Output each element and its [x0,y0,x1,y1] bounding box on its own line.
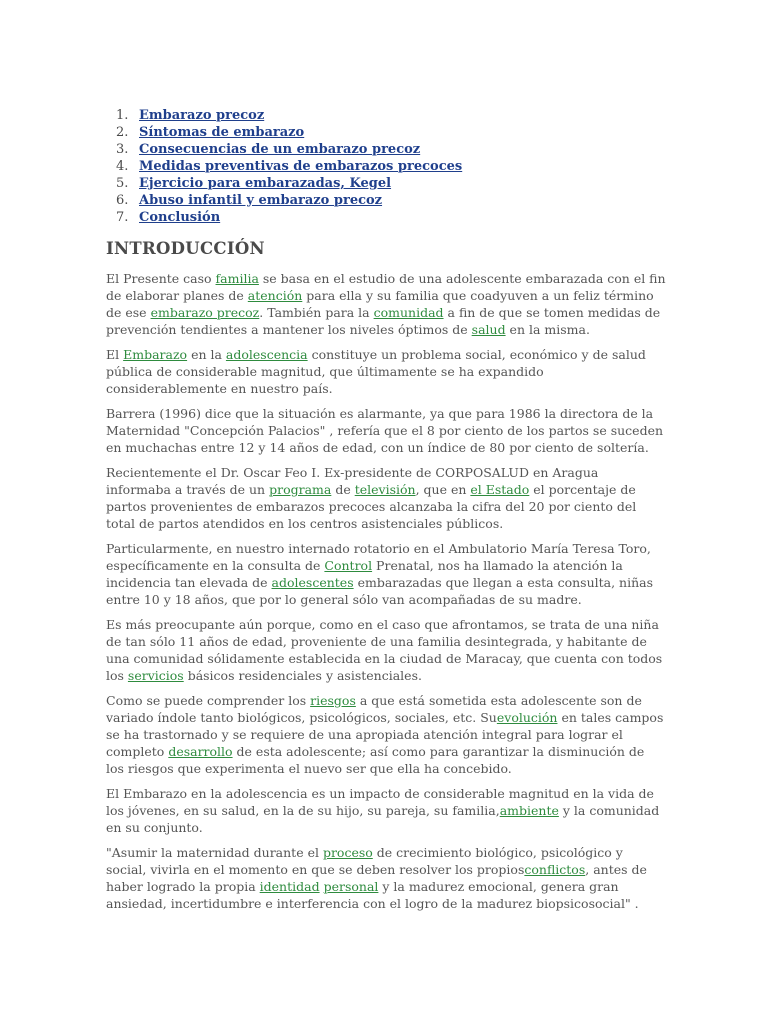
inline-link[interactable]: familia [215,271,259,286]
toc-item [106,158,462,175]
inline-link[interactable]: adolescencia [225,347,308,362]
paragraph [106,785,666,836]
toc-number: 6. [116,193,129,208]
toc-number: 2. [116,125,129,140]
inline-link[interactable]: salud [471,322,506,337]
inline-link[interactable]: programa [269,482,332,497]
paragraph-text: se basa en el estudio de una adolescente embarazada con el fin de elaborar planes de [106,271,666,303]
paragraph-text: Como se puede comprender los [106,693,311,708]
toc-item [106,175,462,192]
paragraph-text: constituye un problema social, económico y de salud pública de considerable magnitud, que últimamente se ha expandido considerablemente en nuestro país. [106,347,646,396]
paragraph-text: básicos residenciales y asistenciales. [183,668,422,683]
inline-link[interactable]: Embarazo [123,347,188,362]
paragraph-text: Barrera (1996) dice que la situación es alarmante, ya que para 1986 la directora de la Maternidad "Concepción Palacios" , refería que el 8 por ciento de los partos se suceden en muchachas entre 12 y 14 años de edad, con un índice de 80 por ciento de soltería. [106,406,664,455]
paragraph-text: de [331,482,355,497]
toc-link-conclusion[interactable]: Conclusión [139,210,221,225]
toc-link-sintomas[interactable]: Síntomas de embarazo [139,125,305,140]
inline-link[interactable]: riesgos [310,693,356,708]
paragraph [106,844,666,912]
inline-link[interactable]: proceso [322,845,373,860]
paragraph [106,270,666,338]
section-heading: INTRODUCCIÓN [106,239,265,258]
paragraph [106,616,666,684]
inline-link[interactable]: adolescentes [271,575,354,590]
inline-link[interactable]: ambiente [499,803,559,818]
paragraph-text: en tales campos se ha trastornado y se requiere de una apropiada atención integral para lograr el completo [106,710,664,759]
paragraph [106,346,666,397]
paragraph [106,464,666,532]
inline-link[interactable]: televisión [354,482,416,497]
paragraph-text: para ella y su familia que coadyuven a un feliz término de ese [106,288,654,320]
toc-item [106,192,462,209]
paragraph-text: Prenatal, nos ha llamado la atención la incidencia tan elevada de [106,558,623,590]
inline-link[interactable]: conflictos [524,862,586,877]
paragraph-text: el porcentaje de partos provenientes de embarazos precoces alcanzaba la cifra del 20 por ciento del total de partos atendidos en los centros asistenciales públicos. [106,482,637,531]
toc-number: 4. [116,159,129,174]
inline-link[interactable]: Control [324,558,373,573]
paragraph-text: en la [187,347,226,362]
inline-link[interactable]: embarazo precoz [150,305,260,320]
paragraph [106,405,666,456]
toc-number: 1. [116,108,129,123]
paragraph-text: a fin de que se tomen medidas de prevención tendientes a mantener los niveles óptimos de [106,305,661,337]
paragraph-text: , antes de haber logrado la propia [106,862,647,894]
paragraph-text: Es más preocupante aún porque, como en el caso que afrontamos, se trata de una niña de tan sólo 11 años de edad, proveniente de una familia desintegrada, y habitante de una comunidad sólidamente establecida en la ciudad de Maracay, que cuenta con todos los [106,617,663,683]
toc-item [106,107,462,124]
inline-link[interactable]: evolución [496,710,558,725]
paragraph-text: , que en [415,482,471,497]
inline-link[interactable]: atención [247,288,303,303]
toc-number: 5. [116,176,129,191]
toc-link-abuso-infantil[interactable]: Abuso infantil y embarazo precoz [139,193,383,208]
paragraph [106,692,666,777]
paragraph-text: en la misma. [505,322,590,337]
paragraph-text: El [106,347,124,362]
toc-item [106,141,462,158]
paragraph-text: y la comunidad en su conjunto. [106,803,660,835]
paragraph-text: de crecimiento biológico, psicológico y social, vivirla en el momento en que se deben resolver los propios [106,845,623,877]
paragraph-text: El Presente caso [106,271,216,286]
toc-link-medidas-preventivas[interactable]: Medidas preventivas de embarazos precoces [139,159,463,174]
inline-link[interactable]: comunidad [373,305,444,320]
toc-item [106,124,462,141]
paragraph-text: . También para la [259,305,374,320]
inline-link[interactable]: personal [323,879,379,894]
paragraph-text: y la madurez emocional, genera gran ansiedad, incertidumbre e interferencia con el logro de la madurez biopsicosocial" . [106,879,639,911]
inline-link[interactable]: desarrollo [168,744,233,759]
toc-number: 7. [116,210,129,225]
paragraph-text: Recientemente el Dr. Oscar Feo I. Ex-presidente de CORPOSALUD en Aragua informaba a través de un [106,465,599,497]
inline-link[interactable]: identidad [259,879,320,894]
toc-link-embarazo-precoz[interactable]: Embarazo precoz [139,108,265,123]
toc-link-consecuencias[interactable]: Consecuencias de un embarazo precoz [139,142,421,157]
paragraph-text: a que está sometida esta adolescente son de variado índole tanto biológicos, psicológicos, sociales, etc. Su [106,693,642,725]
paragraph-text: "Asumir la maternidad durante el [106,845,323,860]
toc-item [106,209,462,226]
article-body [106,270,666,920]
paragraph-text: El Embarazo en la adolescencia es un impacto de considerable magnitud en la vida de los jóvenes, en su salud, en la de su hijo, su pareja, su familia, [106,786,654,818]
paragraph-text: embarazadas que llegan a esta consulta, niñas entre 10 y 18 años, que por lo general sólo van acompañadas de su madre. [106,575,654,607]
paragraph [106,540,666,608]
paragraph-text: Particularmente, en nuestro internado rotatorio en el Ambulatorio María Teresa Toro, específicamente en la consulta de [106,541,651,573]
table-of-contents [106,90,462,226]
inline-link[interactable]: servicios [127,668,184,683]
toc-number: 3. [116,142,129,157]
toc-link-ejercicio[interactable]: Ejercicio para embarazadas, Kegel [139,176,392,191]
paragraph-text: de esta adolescente; así como para garantizar la disminución de los riesgos que experimenta el nuevo ser que ella ha concebido. [106,744,645,776]
inline-link[interactable]: el Estado [470,482,530,497]
